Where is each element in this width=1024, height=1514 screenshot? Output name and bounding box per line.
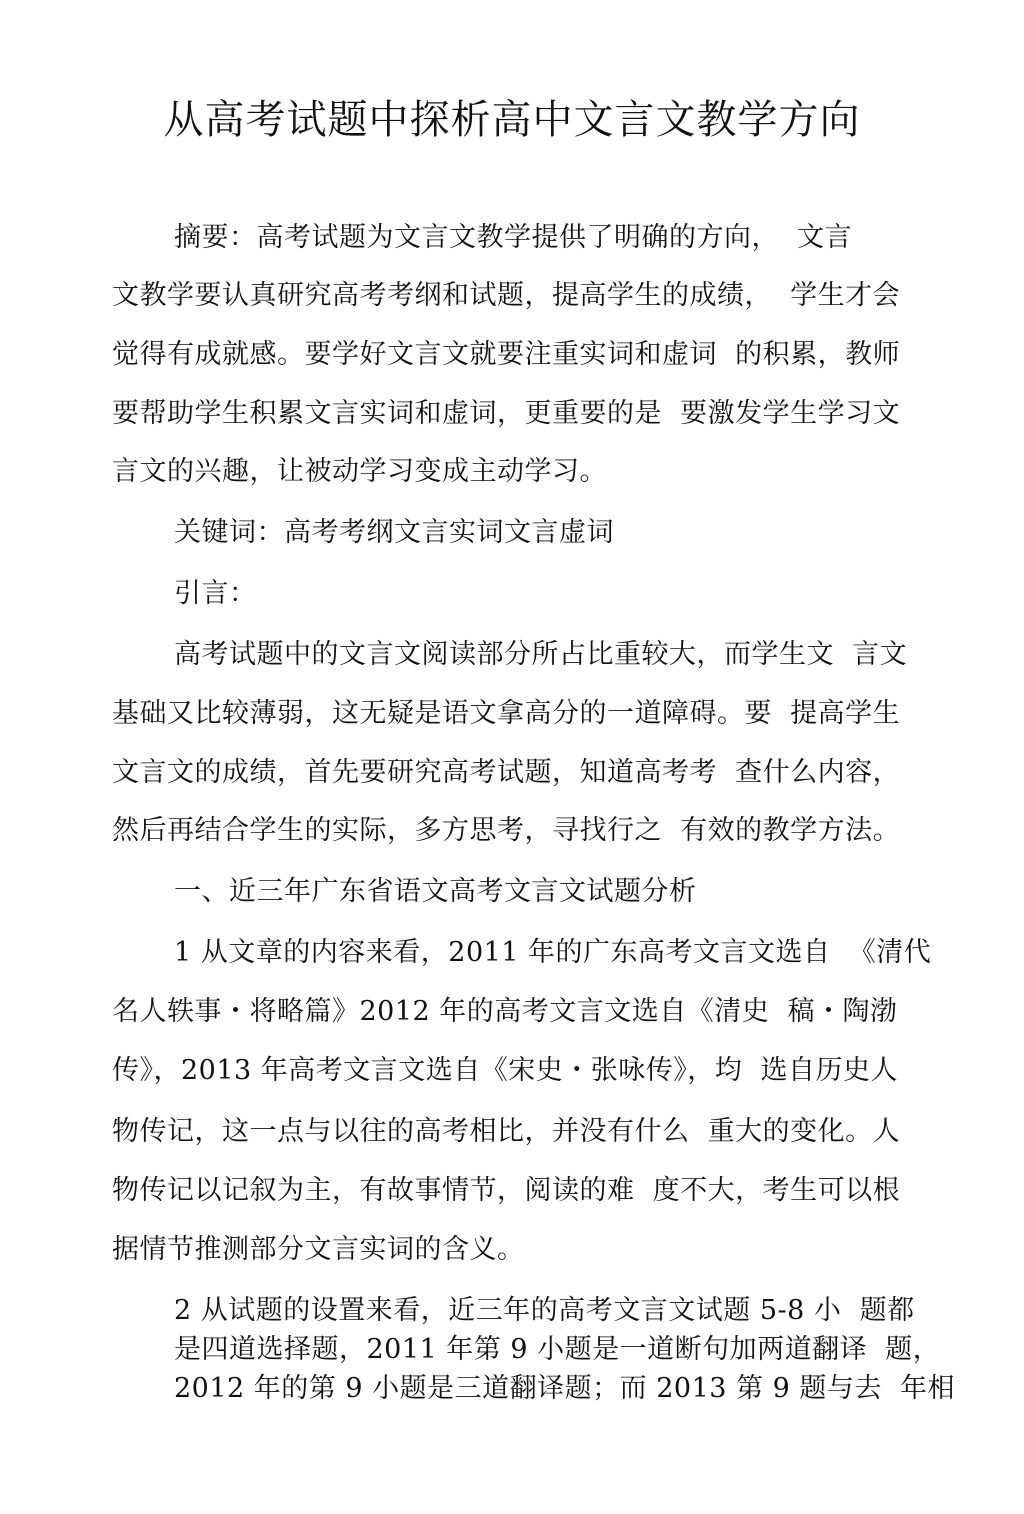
text-line: 一、近三年广东省语文高考文言文试题分析 xyxy=(174,876,697,907)
text-line: 要帮助学生积累文言实词和虚词，更重要的是 要激发学生学习文 xyxy=(112,398,901,429)
text-line: 言文的兴趣，让被动学习变成主动学习。 xyxy=(112,456,607,487)
text-line: 物传记以记叙为主，有故事情节，阅读的难 度不大，考生可以根 xyxy=(112,1175,901,1206)
text-line: 高考试题中的文言文阅读部分所占比重较大，而学生文 言文 xyxy=(174,639,908,670)
text-line: 据情节推测部分文言实词的含义。 xyxy=(112,1234,525,1265)
text-line: 基础又比较薄弱，这无疑是语文拿高分的一道障碍。要 提高学生 xyxy=(112,698,901,729)
text-line: 传》，2013 年高考文言文选自《宋史・张咏传》，均 选自历史人 xyxy=(112,1055,898,1086)
text-line: 物传记，这一点与以往的高考相比，并没有什么 重大的变化。人 xyxy=(112,1116,901,1147)
text-line: 然后再结合学生的实际，多方思考，寻找行之 有效的教学方法。 xyxy=(112,815,901,846)
text-line: 1 从文章的内容来看，2011 年的广东高考文言文选自 《清代 xyxy=(174,937,932,968)
text-line: 2 从试题的设置来看，近三年的高考文言文试题 5-8 小 题都 xyxy=(174,1295,915,1326)
text-line: 名人轶事・将略篇》2012 年的高考文言文选自《清史 稿・陶渤 xyxy=(112,996,898,1027)
text-line: 觉得有成就感。要学好文言文就要注重实词和虚词 的积累，教师 xyxy=(112,339,901,370)
document-title: 从高考试题中探析高中文言文教学方向 xyxy=(163,97,861,143)
text-line: 关键词：高考考纲文言实词文言虚词 xyxy=(174,517,614,548)
text-line: 是四道选择题，2011 年第 9 小题是一道断句加两道翻译 题， xyxy=(174,1334,941,1365)
text-line: 文言文的成绩，首先要研究高考试题，知道高考考 查什么内容， xyxy=(112,757,901,788)
text-line: 摘要：高考试题为文言文教学提供了明确的方向， 文言 xyxy=(174,222,853,253)
text-line: 引言： xyxy=(174,578,257,609)
text-line: 文教学要认真研究高考考纲和试题，提高学生的成绩， 学生才会 xyxy=(112,280,901,311)
text-line: 2012 年的第 9 小题是三道翻译题；而 2013 第 9 题与去 年相 xyxy=(174,1373,956,1404)
